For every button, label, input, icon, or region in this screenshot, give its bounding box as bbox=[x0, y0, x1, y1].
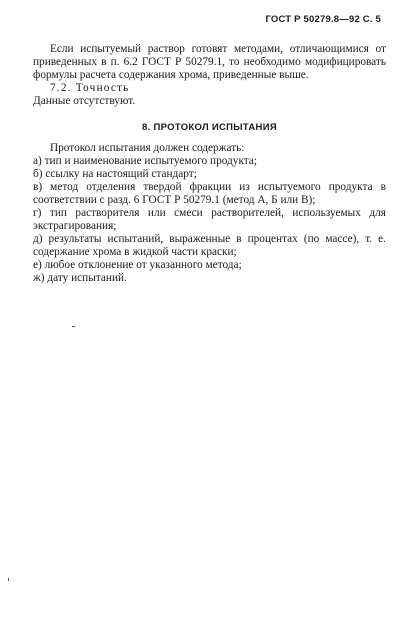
protocol-item-g: ж) дату испытаний. bbox=[33, 272, 127, 284]
protocol-item-d: г) тип растворителя или смеси растворителей, используемых для экстрагирования; bbox=[33, 207, 386, 232]
protocol-item-c: в) метод отделения твердой фракции из испытуемого продукта в соответствии с разд. 6 ГОСТ Р 50279.1 (метод А, Б или В); bbox=[33, 181, 386, 206]
protocol-item-f: е) любое отклонение от указанного метода; bbox=[33, 259, 242, 271]
paragraph-no-data: Данные отсутствуют. bbox=[33, 95, 136, 107]
section-7-text bbox=[33, 43, 386, 108]
scan-speck bbox=[8, 578, 9, 581]
protocol-item-e: д) результаты испытаний, выраженные в процентах (по массе), т. е. содержание хрома в жидкой части краски; bbox=[33, 233, 386, 258]
protocol-intro: Протокол испытания должен содержать: bbox=[50, 142, 245, 154]
protocol-item-a: а) тип и наименование испытуемого продукта; bbox=[33, 155, 258, 167]
subsection-7-2-heading: 7.2. Точность bbox=[50, 82, 130, 94]
section-8-text bbox=[33, 142, 386, 285]
scan-speck bbox=[72, 326, 75, 327]
paragraph-method-note: Если испытуемый раствор готовят методами, отличающимися от приведенных в п. 6.2 ГОСТ Р 50279.1, то необходимо модифицировать формулы расчета содержания хрома, приведенные выше. bbox=[33, 43, 386, 81]
running-header: ГОСТ Р 50279.8—92 С. 5 bbox=[265, 14, 381, 25]
section-8-title: 8. ПРОТОКОЛ ИСПЫТАНИЯ bbox=[142, 122, 277, 133]
protocol-item-b: б) ссылку на настоящий стандарт; bbox=[33, 168, 197, 180]
